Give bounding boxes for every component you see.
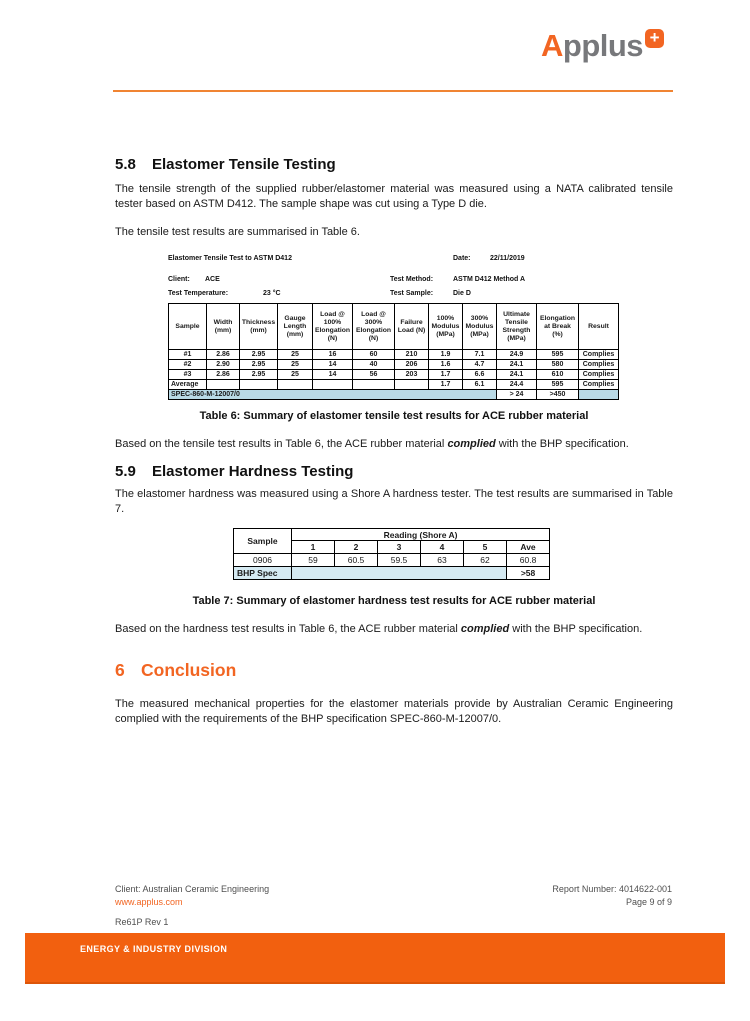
spec-label: SPEC-860-M-12007/0 bbox=[169, 390, 497, 400]
bhp-spec-label: BHP Spec bbox=[234, 567, 292, 580]
table-cell: 2.86 bbox=[207, 370, 240, 380]
tensile-average-row bbox=[169, 380, 619, 390]
column-header: Failure Load (N) bbox=[395, 304, 429, 350]
tensile-data-row bbox=[169, 370, 619, 380]
table-cell: Average bbox=[169, 380, 207, 390]
section-heading-tensile bbox=[115, 156, 336, 173]
page-number: Page 9 of 9 bbox=[625, 897, 672, 907]
division-bar bbox=[25, 933, 725, 984]
table-cell bbox=[240, 380, 278, 390]
hardness-paragraph-1: The elastomer hardness was measured using a Shore A hardness tester. The test results are summarised in Table 7. bbox=[115, 488, 673, 515]
complied-emphasis: complied bbox=[447, 438, 496, 450]
hardness-header-row bbox=[234, 529, 550, 541]
sample-label: Test Sample: bbox=[390, 290, 434, 297]
tensile-data-row bbox=[169, 360, 619, 370]
column-header: Load @ 300% Elongation (N) bbox=[353, 304, 395, 350]
table-cell: 2.86 bbox=[207, 350, 240, 360]
table-cell: 4.7 bbox=[463, 360, 497, 370]
spec-empty-cell bbox=[292, 567, 507, 580]
tensile-paragraph-2: The tensile test results are summarised in Table 6. bbox=[115, 226, 360, 238]
table-cell: 62 bbox=[464, 554, 507, 567]
date-label: Date: bbox=[453, 255, 471, 262]
table-cell: 14 bbox=[313, 370, 353, 380]
section-title: Elastomer Tensile Testing bbox=[152, 156, 336, 173]
logo-text: pplus bbox=[562, 28, 644, 63]
section-number: 6 bbox=[115, 660, 125, 680]
column-header: Width (mm) bbox=[207, 304, 240, 350]
table-cell: 595 bbox=[537, 380, 579, 390]
table-cell bbox=[395, 380, 429, 390]
table-cell: Complies bbox=[579, 370, 619, 380]
column-header: Sample bbox=[169, 304, 207, 350]
column-header: Load @ 100% Elongation (N) bbox=[313, 304, 353, 350]
reading-header: Reading (Shore A) bbox=[292, 529, 550, 541]
table-cell: 610 bbox=[537, 370, 579, 380]
method-value: ASTM D412 Method A bbox=[453, 276, 526, 283]
hardness-result-paragraph bbox=[115, 622, 673, 637]
table-cell: 60.5 bbox=[335, 554, 378, 567]
tensile-result-paragraph bbox=[115, 437, 673, 452]
table-cell bbox=[353, 380, 395, 390]
reading-col: 5 bbox=[464, 541, 507, 554]
tensile-spec-row bbox=[169, 390, 619, 400]
table-cell: 24.1 bbox=[497, 370, 537, 380]
spec-empty-cell bbox=[579, 390, 619, 400]
test-title: Elastomer Tensile Test to ASTM D412 bbox=[168, 255, 292, 262]
footer-left bbox=[115, 883, 269, 909]
sample-value: Die D bbox=[453, 290, 471, 297]
table-cell: 60.8 bbox=[507, 554, 550, 567]
hardness-table bbox=[233, 528, 550, 580]
table6-caption: Table 6: Summary of elastomer tensile test results for ACE rubber material bbox=[199, 410, 589, 422]
table-cell bbox=[207, 380, 240, 390]
table-cell: 60 bbox=[353, 350, 395, 360]
table-cell bbox=[313, 380, 353, 390]
column-header: Ultimate Tensile Strength (MPa) bbox=[497, 304, 537, 350]
tensile-header-row bbox=[169, 304, 619, 350]
temperature-value: 23 °C bbox=[263, 290, 281, 297]
section-number: 5.8 bbox=[115, 156, 136, 173]
bhp-spec-value: >58 bbox=[507, 567, 550, 580]
applus-plus-icon: + bbox=[645, 29, 664, 48]
column-header: Thickness (mm) bbox=[240, 304, 278, 350]
website-link[interactable]: www.applus.com bbox=[115, 897, 183, 907]
table-cell: 1.9 bbox=[429, 350, 463, 360]
reading-col: 1 bbox=[292, 541, 335, 554]
table-cell: 6.1 bbox=[463, 380, 497, 390]
section-number: 5.9 bbox=[115, 463, 136, 480]
table-cell: 0906 bbox=[234, 554, 292, 567]
footer-right bbox=[552, 883, 672, 909]
tensile-table bbox=[168, 303, 619, 400]
table-cell: 25 bbox=[278, 350, 313, 360]
table-cell: 59 bbox=[292, 554, 335, 567]
logo-letter-a: A bbox=[541, 28, 563, 63]
text: with the BHP specification. bbox=[509, 623, 643, 635]
client-value: ACE bbox=[205, 276, 220, 283]
method-label: Test Method: bbox=[390, 276, 434, 283]
applus-logo bbox=[541, 28, 664, 64]
hardness-data-row bbox=[234, 554, 550, 567]
table-cell: 6.6 bbox=[463, 370, 497, 380]
column-header: 100% Modulus (MPa) bbox=[429, 304, 463, 350]
complied-emphasis: complied bbox=[460, 623, 510, 635]
temperature-label: Test Temperature: bbox=[168, 290, 229, 297]
reading-col: Ave bbox=[507, 541, 550, 554]
table-cell: #1 bbox=[169, 350, 207, 360]
table-cell: 14 bbox=[313, 360, 353, 370]
table-cell bbox=[278, 380, 313, 390]
table-cell: 59.5 bbox=[378, 554, 421, 567]
table-cell: 24.9 bbox=[497, 350, 537, 360]
date-value: 22/11/2019 bbox=[490, 255, 525, 262]
column-header: Result bbox=[579, 304, 619, 350]
column-header: Elongation at Break (%) bbox=[537, 304, 579, 350]
table-cell: 24.4 bbox=[497, 380, 537, 390]
conclusion-paragraph: The measured mechanical properties for the elastomer materials provide by Australian Ceramic Engineering complied with the requirements of the BHP specification SPEC-860-M-12007/0. bbox=[115, 698, 673, 725]
table-cell: #2 bbox=[169, 360, 207, 370]
hardness-spec-row bbox=[234, 567, 550, 580]
footer-client: Client: Australian Ceramic Engineering bbox=[115, 884, 270, 894]
table-cell: 1.7 bbox=[429, 380, 463, 390]
table-cell: 2.95 bbox=[240, 370, 278, 380]
text: with the BHP specification. bbox=[495, 438, 629, 450]
reading-col: 3 bbox=[378, 541, 421, 554]
table-cell: 580 bbox=[537, 360, 579, 370]
table-cell: 25 bbox=[278, 370, 313, 380]
table-cell: 206 bbox=[395, 360, 429, 370]
tensile-paragraph-1: The tensile strength of the supplied rubber/elastomer material was measured using a NATA calibrated tensile tester based on ASTM D412. The sample shape was cut using a Type D die. bbox=[115, 183, 673, 210]
table7-caption: Table 7: Summary of elastomer hardness test results for ACE rubber material bbox=[192, 595, 596, 607]
section-title: Elastomer Hardness Testing bbox=[152, 463, 354, 480]
reading-col: 2 bbox=[335, 541, 378, 554]
spec-uts-value: > 24 bbox=[497, 390, 537, 400]
section-heading-hardness bbox=[115, 463, 353, 480]
table-cell: 595 bbox=[537, 350, 579, 360]
tensile-data-row bbox=[169, 350, 619, 360]
sample-column-header: Sample bbox=[234, 529, 292, 554]
table-cell: 16 bbox=[313, 350, 353, 360]
section-title: Conclusion bbox=[141, 660, 237, 680]
text: Based on the hardness test results in Table 6, the ACE rubber material bbox=[115, 623, 461, 635]
table-cell: 63 bbox=[421, 554, 464, 567]
table-cell: 7.1 bbox=[463, 350, 497, 360]
table-cell: 40 bbox=[353, 360, 395, 370]
table-cell: #3 bbox=[169, 370, 207, 380]
table-cell: 24.1 bbox=[497, 360, 537, 370]
table-cell: Complies bbox=[579, 380, 619, 390]
table-cell: 203 bbox=[395, 370, 429, 380]
revision-label: Re61P Rev 1 bbox=[115, 917, 169, 927]
column-header: Gauge Length (mm) bbox=[278, 304, 313, 350]
table-cell: 1.7 bbox=[429, 370, 463, 380]
table-cell: 56 bbox=[353, 370, 395, 380]
division-bar-label: ENERGY & INDUSTRY DIVISION bbox=[80, 944, 228, 954]
tensile-test-info bbox=[168, 255, 618, 301]
header-rule bbox=[113, 90, 673, 92]
table-cell: 1.6 bbox=[429, 360, 463, 370]
table-cell: 2.90 bbox=[207, 360, 240, 370]
table-cell: Complies bbox=[579, 360, 619, 370]
table-cell: 2.95 bbox=[240, 360, 278, 370]
text: Based on the tensile test results in Table 6, the ACE rubber material bbox=[115, 438, 448, 450]
table-cell: 25 bbox=[278, 360, 313, 370]
spec-elongation-value: >450 bbox=[537, 390, 579, 400]
report-number: Report Number: 4014622-001 bbox=[552, 884, 672, 894]
conclusion-heading bbox=[115, 660, 236, 681]
table-cell: Complies bbox=[579, 350, 619, 360]
reading-col: 4 bbox=[421, 541, 464, 554]
column-header: 300% Modulus (MPa) bbox=[463, 304, 497, 350]
table-cell: 210 bbox=[395, 350, 429, 360]
client-label: Client: bbox=[168, 276, 190, 283]
table-cell: 2.95 bbox=[240, 350, 278, 360]
